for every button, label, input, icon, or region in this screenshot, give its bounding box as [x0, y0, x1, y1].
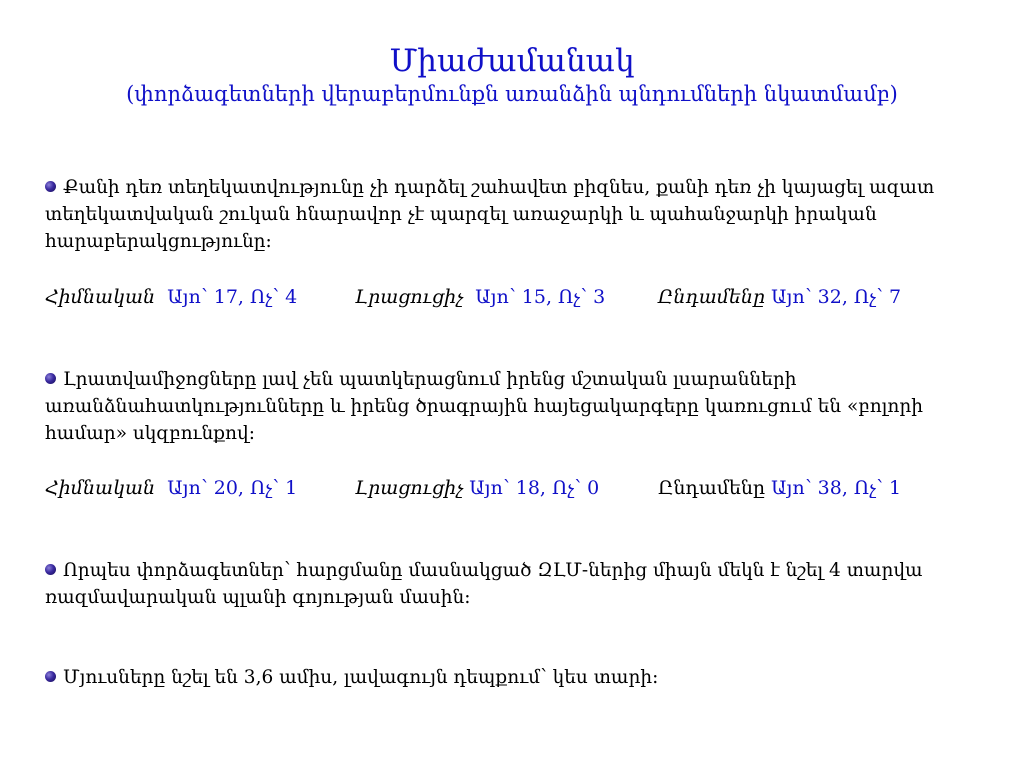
tally-label: Ընդամենը	[658, 286, 766, 308]
tally-label: Ընդամենը	[658, 477, 766, 499]
point-4-text: Մյուսները նշել են 3,6 ամիս, լավագույն դեպքում՝ կես տարի:	[63, 667, 659, 688]
tally-main	[45, 283, 297, 311]
tally-label: Լրացուցիչ	[355, 286, 464, 308]
tally-label: Հիմնական	[45, 286, 156, 308]
tally-total	[658, 474, 901, 502]
tally-value: Այո՝ 17, Ոչ՝ 4	[167, 286, 298, 308]
point-3-text: Որպես փորձագետներ՝ հարցմանը մասնակցած ԶԼՄ-ներից միայն մեկն է նշել 4 տարվա ռազմավարական պլանի գոյության մասին:	[45, 560, 923, 608]
point-4	[45, 664, 985, 691]
slide-title: Միաժամանակ	[389, 43, 635, 79]
tally-label: Լրացուցիչ	[355, 477, 464, 499]
point-2	[45, 366, 985, 447]
tally-value: Այո՝ 38, Ոչ՝ 1	[771, 477, 902, 499]
point-1	[45, 174, 985, 255]
point-2-text: Լրատվամիջոցները լավ չեն պատկերացնում իրենց մշտական լսարանների առանձնահատկությունները և իրենց ծրագրային հայեցակարգերը կառուցում են «բոլորի համար» սկզբունքով:	[45, 369, 924, 444]
tally-additional	[355, 283, 605, 311]
point-1-text: Քանի դեռ տեղեկատվությունը չի դարձել շահավետ բիզնես, քանի դեռ չի կայացել ազատ տեղեկատվական շուկան հնարավոր չէ պարզել առաջարկի և պահանջարկի իրական հարաբերակցությունը:	[45, 177, 935, 252]
bullet-icon	[45, 181, 56, 192]
tally-additional	[355, 474, 599, 502]
tally-value: Այո՝ 18, Ոչ՝ 0	[469, 477, 600, 499]
bullet-icon	[45, 373, 56, 384]
title-block	[0, 42, 1024, 108]
tally-label: Հիմնական	[45, 477, 156, 499]
tally-total	[658, 283, 901, 311]
tally-main	[45, 474, 297, 502]
point-3	[45, 557, 985, 611]
bullet-icon	[45, 564, 56, 575]
tally-value: Այո՝ 15, Ոչ՝ 3	[475, 286, 606, 308]
bullet-icon	[45, 671, 56, 682]
slide-subtitle: (փորձագետների վերաբերմունքն առանձին պնդումների նկատմամբ)	[126, 82, 898, 106]
tally-value: Այո՝ 32, Ոչ՝ 7	[771, 286, 902, 308]
tally-value: Այո՝ 20, Ոչ՝ 1	[167, 477, 298, 499]
